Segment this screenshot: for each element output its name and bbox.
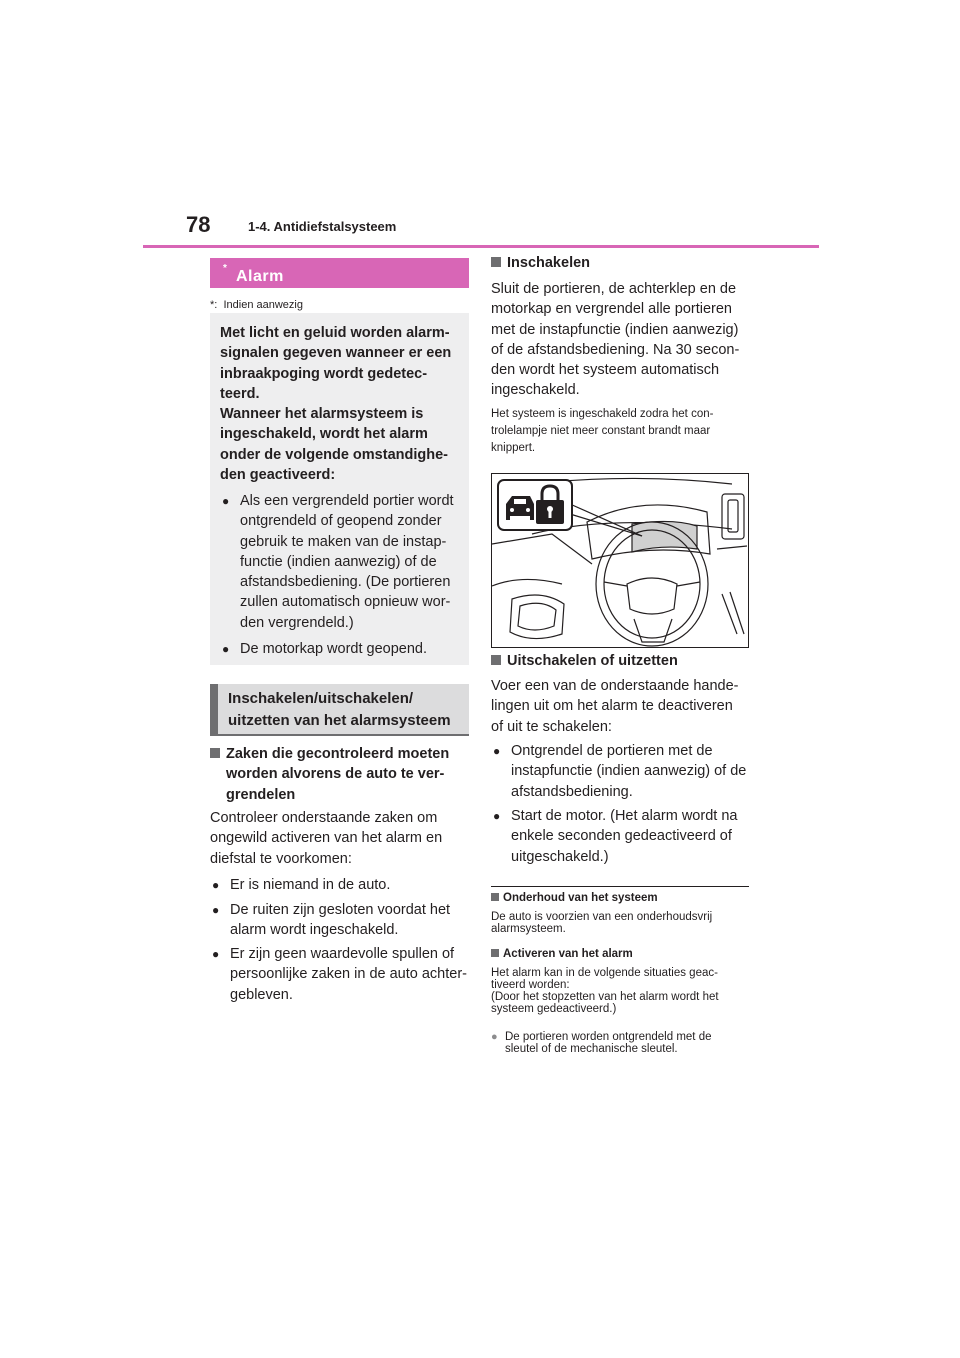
- note-line: systeem gedeactiveerd.): [491, 1003, 617, 1015]
- bullet-line: Er is niemand in de auto.: [230, 877, 391, 893]
- text-line: lingen uit om het alarm te deactiveren: [491, 698, 733, 715]
- intro-line: signalen gegeven wanneer er een: [220, 345, 452, 362]
- text-line: den wordt het systeem automatisch: [491, 362, 720, 379]
- alarm-intro: [220, 323, 464, 485]
- bullet-line: persoonlijke zaken in de auto achter-: [230, 966, 467, 983]
- bullet-dot: ●: [222, 642, 230, 656]
- section-title: 1-4. Antidiefstalsysteem: [248, 219, 397, 234]
- note-line: alarmsysteem.: [491, 923, 566, 935]
- note-line: sleutel of de mechanische sleutel.: [505, 1043, 678, 1055]
- page-number: 78: [186, 212, 211, 237]
- bullet-dot: ●: [212, 878, 220, 892]
- bullet-line: ontgrendeld of geopend zonder: [240, 513, 442, 530]
- alarm-asterisk: *: [223, 263, 228, 274]
- square-bullet-icon: [210, 748, 220, 758]
- bullet-line: zullen automatisch opnieuw wor-: [240, 594, 451, 611]
- enable-heading: [491, 253, 749, 273]
- square-bullet-icon: [491, 949, 499, 957]
- text-line: Sluit de portieren, de achterklep en de: [491, 281, 737, 297]
- bullet-dot: ●: [212, 947, 220, 961]
- heading-line: grendelen: [226, 786, 296, 803]
- square-bullet-icon: [491, 893, 499, 901]
- text-line: diefstal te voorkomen:: [210, 850, 352, 867]
- heading-text: Uitschakelen of uitzetten: [507, 653, 678, 669]
- check-heading: [210, 744, 469, 805]
- bullet-dot: ●: [493, 809, 501, 823]
- heading-line: worden alvorens de auto te ver-: [226, 766, 445, 783]
- bullet-line: gebruik te maken van de instap-: [240, 533, 447, 550]
- note-line: knippert.: [491, 442, 536, 454]
- footnote: [210, 299, 303, 311]
- disable-heading: [491, 651, 749, 671]
- square-bullet-icon: [491, 257, 501, 267]
- intro-line: ingeschakeld, wordt het alarm: [220, 426, 428, 443]
- dashboard-drawing: [492, 474, 748, 647]
- bullet-line: functie (indien aanwezig) of de: [240, 553, 437, 570]
- bullet-line: Ontgrendel de portieren met de: [511, 743, 713, 759]
- bullet-line: instapfunctie (indien aanwezig) of de: [511, 763, 747, 780]
- activation-heading: [491, 947, 749, 961]
- note-line: tiveerd worden:: [491, 979, 570, 991]
- note-line: De auto is voorzien van een onderhoudsvrij: [491, 911, 713, 923]
- bullet-dot: ●: [493, 744, 501, 758]
- text-line: motorkap en vergrendel alle portieren: [491, 301, 732, 318]
- note-line: trolelampje niet meer constant brandt maar: [491, 425, 711, 437]
- text-line: of de afstandsbediening. Na 30 secon-: [491, 341, 740, 358]
- enable-note: [491, 406, 749, 457]
- disable-text: [491, 676, 749, 737]
- footnote-text: Indien aanwezig: [223, 299, 303, 311]
- bullet-line: enkele seconden gedeactiveerd of: [511, 828, 732, 845]
- square-bullet-icon: [491, 655, 501, 665]
- bullet-line: Er zijn geen waardevolle spullen of: [230, 946, 455, 962]
- heading-line: Zaken die gecontroleerd moeten: [226, 746, 450, 762]
- activation-text: [491, 967, 749, 1015]
- section2-title-line: uitzetten van het alarmsysteem: [228, 712, 451, 729]
- note-line: Het alarm kan in de volgende situaties geac-: [491, 967, 718, 979]
- note-line: De portieren worden ontgrendeld met de: [505, 1031, 712, 1043]
- intro-line: Wanneer het alarmsysteem is: [220, 406, 424, 423]
- bullet-line: gebleven.: [230, 986, 293, 1003]
- bullet-dot: ●: [222, 494, 230, 508]
- text-line: ongewild activeren van het alarm en: [210, 830, 443, 847]
- text-line: met de instapfunctie (indien aanwezig): [491, 321, 739, 338]
- intro-line: teerd.: [220, 385, 260, 402]
- bullet-line: Start de motor. (Het alarm wordt na: [511, 808, 738, 824]
- section2-header: [210, 684, 469, 736]
- text-line: Voer een van de onderstaande hande-: [491, 678, 739, 694]
- text-line: Controleer onderstaande zaken om: [210, 810, 438, 826]
- text-line: ingeschakeld.: [491, 382, 580, 399]
- bullet-line: den vergrendeld.): [240, 614, 354, 631]
- bullet-line: De motorkap wordt geopend.: [240, 641, 427, 657]
- footnote-mark: *:: [210, 299, 218, 311]
- maintenance-heading: [491, 891, 749, 905]
- bullet-line: alarm wordt ingeschakeld.: [230, 922, 399, 939]
- bullet-line: Als een vergrendeld portier wordt: [240, 493, 454, 509]
- heading-text: Onderhoud van het systeem: [503, 892, 658, 904]
- intro-line: den geactiveerd:: [220, 467, 336, 484]
- enable-text: [491, 279, 749, 401]
- notes-divider: [491, 886, 749, 887]
- maintenance-text: [491, 911, 749, 935]
- text-line: of uit te schakelen:: [491, 718, 612, 735]
- note-line: (Door het stopzetten van het alarm wordt het: [491, 991, 719, 1003]
- alarm-title-bar: [210, 258, 469, 288]
- dashboard-illustration: [491, 473, 749, 648]
- bullet-dot: ●: [212, 903, 220, 917]
- heading-text: Inschakelen: [507, 255, 591, 271]
- bullet-line: afstandsbediening. (De portieren: [240, 574, 451, 591]
- header-rule: [143, 245, 819, 248]
- bullet-line: uitgeschakeld.): [511, 848, 609, 865]
- alarm-intro-box: [210, 313, 469, 665]
- intro-line: inbraakpoging wordt gedetec-: [220, 365, 428, 382]
- bullet-line: De ruiten zijn gesloten voordat het: [230, 902, 451, 918]
- section2-title-line: Inschakelen/uitschakelen/: [228, 690, 414, 707]
- bullet-line: afstandsbediening.: [511, 783, 633, 800]
- heading-text: Activeren van het alarm: [503, 948, 633, 960]
- check-text: [210, 808, 469, 869]
- note-line: Het systeem is ingeschakeld zodra het con-: [491, 408, 714, 420]
- intro-line: onder de volgende omstandighe-: [220, 446, 448, 463]
- bullet-dot: ●: [491, 1031, 498, 1043]
- intro-line: Met licht en geluid worden alarm-: [220, 325, 450, 341]
- alarm-title: Alarm: [236, 268, 284, 285]
